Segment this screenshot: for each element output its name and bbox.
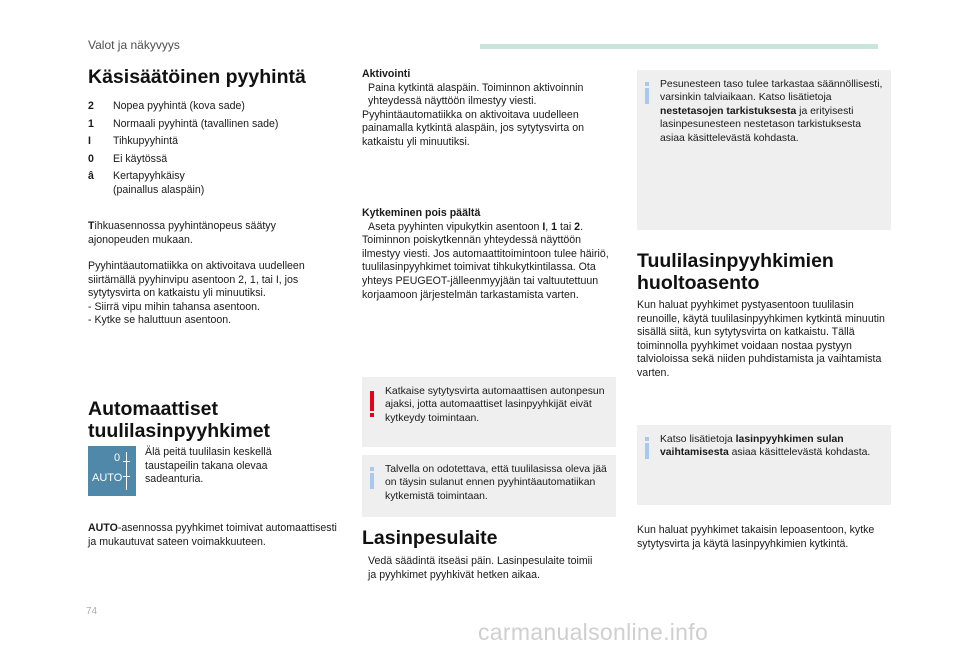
info-bold: nestetasojen tarkistuksesta bbox=[660, 105, 797, 117]
wiper-position-legend bbox=[88, 100, 338, 202]
intermittent-paragraph bbox=[88, 220, 338, 247]
legend-key: 2 bbox=[88, 100, 94, 112]
activation-title: Aktivointi bbox=[362, 68, 411, 80]
switch-tick bbox=[123, 476, 130, 477]
switch-off-step bbox=[368, 221, 600, 235]
switch-tick bbox=[123, 461, 130, 462]
washer-step: Vedä säädintä itseäsi päin. Lasinpesulaite toimii ja pyyhkimet pyyhkivät hetken aikaa. bbox=[368, 555, 593, 581]
activation-section bbox=[362, 68, 620, 150]
switch-off-section bbox=[362, 207, 620, 302]
info-text: Katso lisätietoja bbox=[660, 434, 736, 445]
step-text: tai bbox=[557, 220, 575, 233]
step-bold: 1 bbox=[551, 220, 558, 233]
legend-row bbox=[88, 170, 338, 197]
legend-key: 1 bbox=[88, 117, 94, 130]
header-accent-bar bbox=[480, 44, 878, 49]
watermark: carmanualsonline.info bbox=[478, 619, 709, 645]
intermittent-text: ihkuasennossa pyyhintänopeus säätyy ajonopeuden mukaan. bbox=[88, 220, 276, 246]
auto-label: AUTO bbox=[92, 472, 123, 484]
switch-line bbox=[126, 452, 127, 490]
reactivation-item: - Kytke se haluttuun asentoon. bbox=[88, 314, 232, 327]
info-text: ja erityisesti lasinpesunesteen nestetason tarkistuksesta asiaa käsittelevästä kohdasta. bbox=[660, 105, 862, 144]
automatic-wipers-title bbox=[88, 398, 338, 442]
legend-key: I bbox=[88, 135, 91, 148]
legend-row bbox=[88, 153, 338, 167]
reactivation-paragraph bbox=[88, 260, 340, 328]
washer-section bbox=[362, 555, 620, 582]
service-position-paragraph: Kun haluat pyyhkimet pystyasentoon tuulilasin reunoille, käytä tuulilasinpyyhkimen kytkintä minuutin sisällä siitä, kun sytytysvirta on katkaistu. Tällä toiminnolla pyyhkimet voidaan nostaa pystyyn talvioloissa sekä niiden puhdistamista ja vaihtamista varten. bbox=[637, 299, 885, 379]
activation-paragraph: Pyyhintäautomatiikka on aktivoitava uudelleen painamalla kytkintä alaspäin, jos sytytysvirta on katkaistu yli minuutiksi. bbox=[362, 108, 584, 148]
auto-mode-paragraph bbox=[88, 522, 338, 549]
auto-switch-icon bbox=[88, 446, 136, 496]
info-bold: lasinpyyhkimen sulan vaihtamisesta bbox=[660, 434, 844, 459]
auto-bold: AUTO bbox=[88, 522, 118, 534]
auto-mode-text: -asennossa pyyhkimet toimivat automaattisesti ja mukautuvat sateen voimakkuuteen. bbox=[88, 522, 337, 548]
rest-position-paragraph: Kun haluat pyyhkimet takaisin lepoasentoon, kytke sytytysvirta ja käytä lasinpyyhkimien kytkintä. bbox=[637, 524, 875, 550]
title-line: Tuulilasinpyyhkimien bbox=[637, 250, 834, 272]
title-line: tuulilasinpyyhkimet bbox=[88, 420, 271, 442]
service-position-title bbox=[637, 250, 897, 294]
legend-row bbox=[88, 135, 338, 149]
activation-step: Paina kytkintä alaspäin. Toiminnon aktivoinnin yhteydessä näyttöön ilmestyy viesti. bbox=[368, 81, 584, 108]
legend-key: 0 bbox=[88, 152, 94, 165]
legend-text: Ei käytössä bbox=[113, 152, 168, 165]
switch-off-paragraph: Toiminnon poiskytkennän yhteydessä näyttöön ilmestyy viesti. Jos automaattitoimintoon tulee häiriö, tuulilasinpyyhkimet toimivat tihkukytkintilassa. Ota yhteys PEUGEOT-jälleenmyyjään tai valtuutettuun korjaamoon järjestelmän tarkastamista varten. bbox=[362, 234, 609, 301]
step-text: . bbox=[580, 220, 584, 233]
info-box-winter bbox=[362, 455, 616, 517]
step-text: Aseta pyyhinten vipukytkin asentoon bbox=[368, 220, 543, 233]
step-text: , bbox=[545, 220, 552, 233]
legend-text: Kertapyyhkäisy bbox=[113, 170, 185, 183]
legend-text-2: (painallus alaspäin) bbox=[113, 183, 205, 196]
info-box-blade bbox=[637, 425, 891, 505]
dropcap-bold: T bbox=[88, 220, 95, 232]
info-text: Pesunesteen taso tulee tarkastaa säännöllisesti, varsinkin talviaikaan. Katso lisätietoja bbox=[660, 79, 883, 104]
washer-title: Lasinpesulaite bbox=[362, 527, 498, 549]
legend-text: Nopea pyyhintä (kova sade) bbox=[113, 100, 245, 112]
title-line: huoltoasento bbox=[637, 272, 760, 294]
legend-text: Tihkupyyhintä bbox=[113, 135, 178, 148]
info-box-fluid bbox=[637, 70, 891, 230]
legend-key: â bbox=[88, 170, 94, 183]
legend-row bbox=[88, 118, 338, 132]
legend-text: Normaali pyyhintä (tavallinen sade) bbox=[113, 117, 279, 130]
rain-sensor-note: Älä peitä tuulilasin keskellä taustapeilin takana olevaa sadeanturia. bbox=[145, 446, 272, 486]
legend-row bbox=[88, 100, 338, 114]
zero-mark: 0 bbox=[114, 452, 121, 464]
reactivation-text: Pyyhintäautomatiikka on aktivoitava uudelleen siirtämällä pyyhinvipu asentoon 2, 1, tai I, jos sytytysvirta on katkaistu yli minuutiksi. bbox=[88, 260, 305, 300]
warning-text: Katkaise sytytysvirta automaattisen autonpesun ajaksi, jotta automaattiset lasinpyyhkijät eivät kytkeydy toimintaan. bbox=[385, 386, 605, 424]
page-number: 74 bbox=[86, 606, 98, 617]
section-header: Valot ja näkyvyys bbox=[88, 38, 180, 52]
switch-off-title: Kytkeminen pois päältä bbox=[362, 207, 481, 219]
title-line: Automaattiset bbox=[88, 398, 219, 420]
warning-box bbox=[362, 377, 616, 447]
step-bold: 2 bbox=[574, 220, 581, 233]
info-text: asiaa käsittelevästä kohdasta. bbox=[728, 447, 871, 459]
info-text: Talvella on odotettava, että tuulilasissa oleva jää on täysin sulanut ennen pyyhintäautomatiikan kytkemistä toimintaan. bbox=[385, 464, 607, 502]
manual-wiping-title: Käsisäätöinen pyyhintä bbox=[88, 66, 306, 88]
blade-info-text bbox=[660, 433, 883, 460]
step-bold: I bbox=[542, 220, 546, 233]
fluid-info-text bbox=[660, 78, 883, 145]
reactivation-item: - Siirrä vipu mihin tahansa asentoon. bbox=[88, 300, 260, 313]
